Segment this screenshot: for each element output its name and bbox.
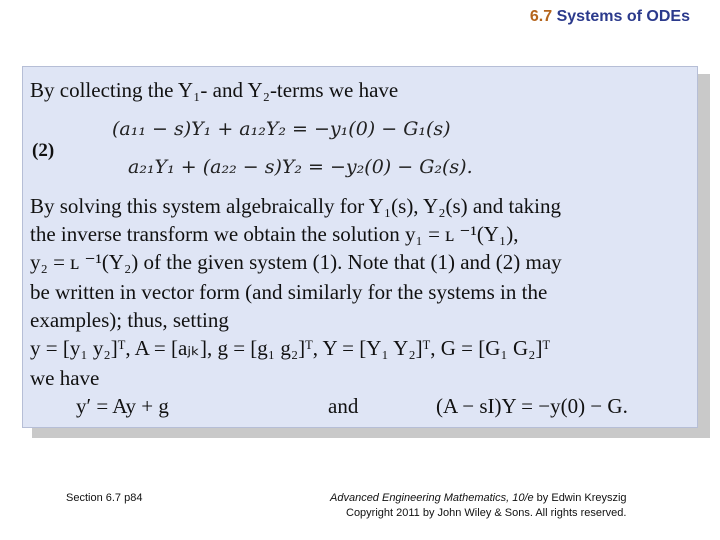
footer-copyright: Copyright 2011 by John Wiley & Sons. All rights reserved. <box>346 507 627 519</box>
paragraph-line-7: we have <box>30 366 100 390</box>
section-title: Systems of ODEs <box>556 8 690 25</box>
section-number: 6.7 <box>529 8 553 25</box>
equation-label: (2) <box>32 140 55 161</box>
equation-row-2: a₂₁Y₁ + (a₂₂ − s)Y₂ = −y₂(0) − G₂(s). <box>128 156 473 178</box>
paragraph-line-5: examples); thus, setting <box>30 308 229 332</box>
section-header <box>530 8 690 26</box>
intro-text: By collecting the Y₁- and Y₂-terms we have <box>30 78 399 102</box>
paragraph-line-4: be written in vector form (and similarly for the systems in the <box>30 280 548 304</box>
paragraph-line-2: the inverse transform we obtain the solution y₁ = ʟ ⁻¹(Y₁), <box>30 222 519 246</box>
footer-book-title: Advanced Engineering Mathematics, 10/e by Edwin Kreyszig <box>330 492 627 504</box>
final-equation-right: (A − sI)Y = −y(0) − G. <box>436 394 628 418</box>
paragraph-line-3: y₂ = ʟ ⁻¹(Y₂) of the given system (1). Note that (1) and (2) may <box>30 250 562 274</box>
final-equation-and: and <box>328 394 359 418</box>
footer-section: Section 6.7 p84 <box>66 492 143 504</box>
final-equation-left: y′ = Ay + g <box>76 394 169 418</box>
paragraph-line-6: y = [y₁ y₂]ᵀ, A = [aⱼₖ], g = [g₁ g₂]ᵀ, Y = [Y₁ Y₂]ᵀ, G = [G₁ G₂]ᵀ <box>30 336 551 360</box>
paragraph-line-1: By solving this system algebraically for Y₁(s), Y₂(s) and taking <box>30 194 561 218</box>
equation-row-1: (a₁₁ − s)Y₁ + a₁₂Y₂ = −y₁(0) − G₁(s) <box>112 118 451 140</box>
